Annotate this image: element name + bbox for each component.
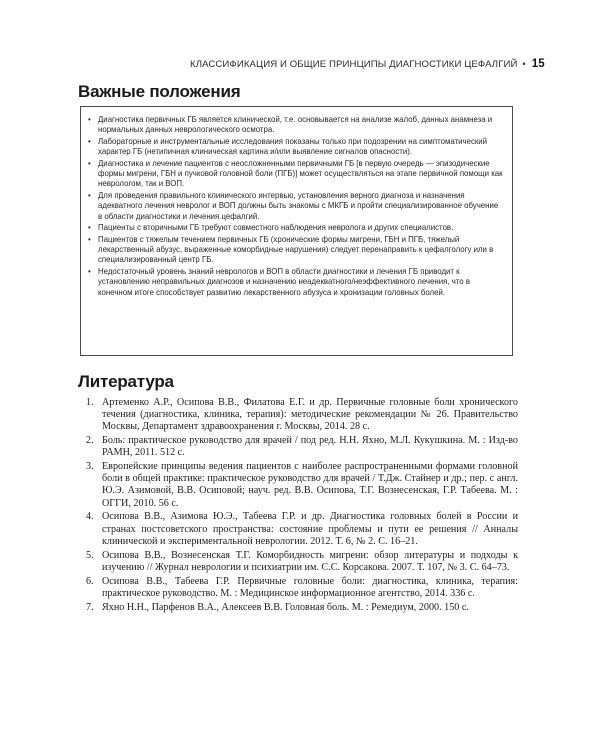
key-point-text: Для проведения правильного клинического интервью, установления верного диагноза и назначения адекватного лечения невролог и ВОП должны быть знакомы с МКГБ и пройти специализированное обучение в области диагностики и лечения цефалгий.	[98, 190, 499, 221]
bullet-icon: •	[88, 136, 91, 146]
key-point-item	[87, 137, 504, 158]
key-point-item	[87, 115, 504, 136]
bullet-icon: •	[88, 190, 91, 200]
key-point-item	[87, 191, 504, 222]
reference-text: Яхно Н.Н., Парфенов В.А., Алексеев В.В. Головная боль. М. : Ремедиум, 2000. 150 с.	[102, 601, 469, 613]
reference-list	[80, 397, 518, 615]
reference-number: 6.	[86, 575, 94, 587]
literature-heading: Литература	[78, 372, 174, 391]
reference-item	[80, 602, 518, 614]
reference-text: Осипова В.В., Вознесенская Т.Г. Коморбидность мигрени: обзор литературы и подходы к изучению // Журнал неврологии и психиатрии им. С.С. Корсакова. 2007. Т. 107, № 3. С. 64–73.	[102, 549, 518, 573]
reference-item	[80, 435, 518, 459]
reference-text: Европейские принципы ведения пациентов с наиболее распространенными формами головной боли в общей практике: практическое руководство для врачей / Т.Дж. Стайнер и др.; пер. с англ. Ю.Э. Азимовой, В.В. Осиповой; науч. ред. В.В. Осипова, Т.Г. Вознесенская, Г.Р. Табеева. М. : ОГГИ, 2010. 56 с.	[102, 461, 518, 509]
reference-number: 7.	[86, 601, 94, 613]
bullet-icon: •	[88, 234, 91, 244]
reference-number: 2.	[86, 435, 94, 447]
reference-item	[80, 550, 518, 574]
key-point-item	[87, 235, 504, 266]
reference-item	[80, 397, 518, 433]
key-points-heading: Важные положения	[78, 82, 241, 101]
bullet-icon: •	[88, 266, 91, 276]
reference-number: 1.	[86, 397, 94, 408]
bullet-icon: •	[88, 223, 91, 233]
key-point-item	[87, 159, 504, 190]
reference-text: Артеменко А.Р., Осипова В.В., Филатова Е.Г. и др. Первичные головные боли хронического течения (диагностика, клиника, терапия): методические рекомендации № 26. Правительство Москвы, Департамент здравоохранения г. Москвы, 2014. 28 с.	[102, 397, 518, 433]
reference-text: Осипова В.В., Табеева Г.Р. Первичные головные боли: диагностика, клиника, терапия: практическое руководство. М. : Медицинское информационное агентство, 2014. 336 с.	[102, 575, 518, 599]
page-number: 15	[531, 58, 545, 70]
reference-text: Осипова В.В., Азимова Ю.Э., Табеева Г.Р. и др. Диагностика головных болей в России и странах постсоветского пространства: состояние проблемы и пути ее решения // Анналы клинической и экспериментальной неврологии. 2012. Т. 6, № 2. С. 16–21.	[102, 511, 518, 547]
reference-item	[80, 576, 518, 600]
reference-number: 3.	[86, 461, 94, 473]
bullet-icon: •	[88, 158, 91, 168]
reference-number: 5.	[86, 549, 94, 561]
running-header	[190, 58, 545, 70]
reference-text: Боль: практическое руководство для врачей / под ред. Н.Н. Яхно, М.Л. Кукушкина. М. : Изд-во РАМН, 2011. 512 с.	[102, 435, 518, 459]
bullet-icon: •	[88, 115, 91, 124]
reference-item	[80, 511, 518, 547]
key-points-box	[80, 106, 513, 356]
key-points-list	[87, 115, 504, 298]
key-point-text: Пациенты с вторичными ГБ требуют совместного наблюдения невролога и других специалистов.	[98, 223, 454, 233]
key-point-text: Пациентов с тяжелым течением первичных ГБ (хронические формы мигрени, ГБН и ПГБ, тяжелый лекарственный абузус, выраженные коморбидные нарушения) следует перенаправить к цефалгологу или в специализированный центр ГБ.	[98, 234, 494, 265]
key-point-item	[87, 223, 504, 233]
reference-item	[80, 461, 518, 510]
reference-number: 4.	[86, 511, 94, 523]
header-bullet: •	[522, 59, 526, 69]
running-title: КЛАССИФИКАЦИЯ И ОБЩИЕ ПРИНЦИПЫ ДИАГНОСТИКИ ЦЕФАЛГИЙ	[190, 58, 518, 70]
key-point-item	[87, 267, 504, 298]
key-point-text: Недостаточный уровень знаний неврологов и ВОП в области диагностики и лечения ГБ приводит к установлению неправильных диагнозов и назначению неадекватного/неэффективного лечения, что в конечном итоге способствует развитию лекарственного абузуса и хронизации головных болей.	[98, 266, 470, 297]
key-point-text: Лабораторные и инструментальные исследования показаны только при подозрении на симптоматический характер ГБ (нетипичная клиническая картина и/или выявление сигналов опасности).	[98, 136, 488, 157]
key-point-text: Диагностика первичных ГБ является клинической, т.е. основывается на анализе жалоб, данных анамнеза и нормальных данных неврологического осмотра.	[98, 115, 493, 135]
key-point-text: Диагностика и лечение пациентов с неосложненными первичными ГБ [в первую очередь — эпизодические формы мигрени, ГБН и пучковой головной боли (ПГБ)] может осуществляться на этапе первичной помощи как неврологом, так и ВОП.	[98, 158, 503, 189]
